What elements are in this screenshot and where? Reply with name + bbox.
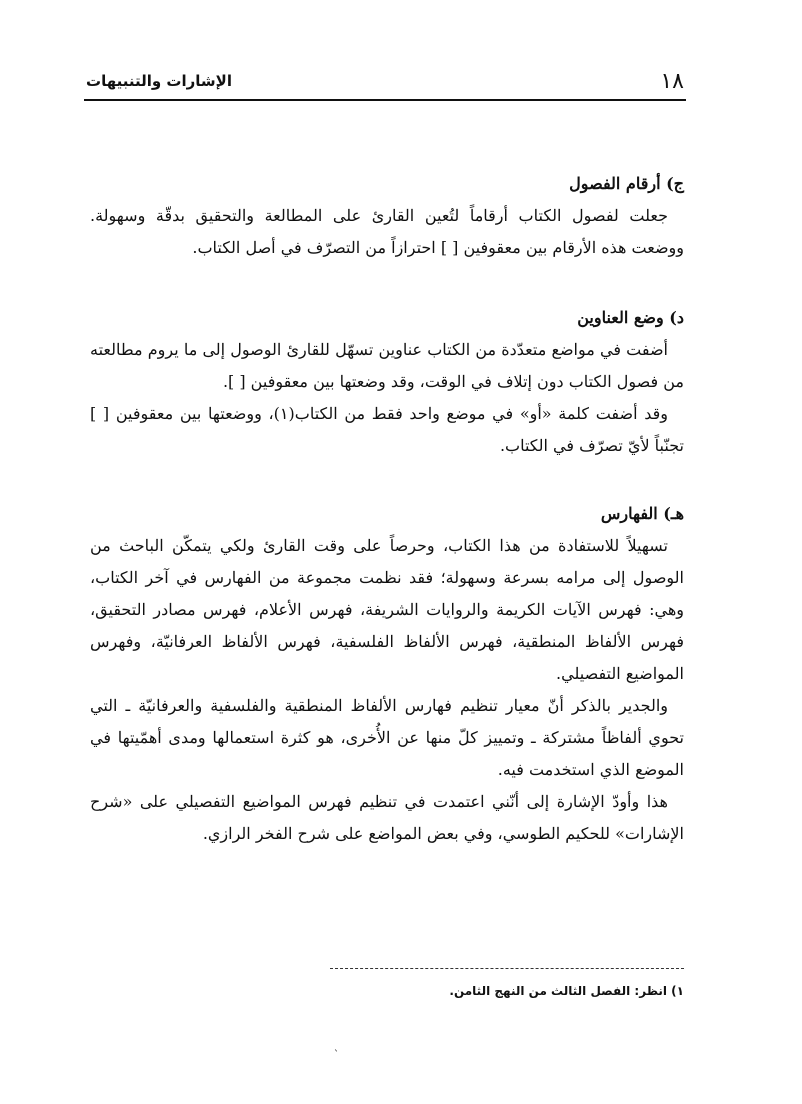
paragraph: والجدير بالذكر أنّ معيار تنظيم فهارس الألفاظ المنطقية والفلسفية والعرفانيّة ـ التي تحوي ألفاظاً مشتركة ـ وتمييز كلّ منها عن الأُخرى، هو كثرة استعمالها ومدى أهمّيتها في الموضع الذي استخدمت فيه. [90, 696, 684, 779]
section-title-chapter-numbers: ج) أرقام الفصول [569, 174, 684, 193]
footnote-separator [330, 968, 684, 969]
paragraph: تسهيلاً للاستفادة من هذا الكتاب، وحرصاً على وقت القارئ ولكي يتمكّن الباحث من الوصول إلى مرامه بسرعة وسهولة؛ فقد نظمت مجموعة من الفهارس في آخر الكتاب، وهي: فهرس الآيات الكريمة والروايات الشريفة، فهرس الأعلام، فهرس مصادر التحقيق، فهرس الألفاظ المنطقية، فهرس الألفاظ الفلسفية، فهرس الألفاظ العرفانيّة، وفهرس المواضيع التفصيلي. [90, 536, 684, 683]
page-header [86, 66, 684, 96]
paragraph: جعلت لفصول الكتاب أرقاماً لتُعين القارئ على المطالعة والتحقيق بدقّة وسهولة. ووضعت هذه الأرقام بين معقوفين [ ] احترازاً من التصرّف في أصل الكتاب. [90, 206, 684, 257]
paragraph: هذا وأودّ الإشارة إلى أنّني اعتمدت في تنظيم فهرس المواضيع التفصيلي على «شرح الإشارات» للحكيم الطوسي، وفي بعض المواضع على شرح الفخر الرازي. [90, 792, 684, 843]
header-rule [84, 99, 686, 101]
section-title-indexes: هـ) الفهارس [600, 504, 684, 523]
running-title: الإشارات والتنبيهات [86, 72, 232, 90]
stray-mark: ˋ [334, 1050, 339, 1061]
paragraph: أضفت في مواضع متعدّدة من الكتاب عناوين تسهّل للقارئ الوصول إلى ما يروم مطالعته من فصول الكتاب دون إتلاف في الوقت، وقد وضعتها بين معقوفين [ ]. [90, 340, 684, 391]
page-body [90, 168, 684, 850]
section-title-headings: د) وضع العناوين [577, 308, 684, 327]
paragraph: وقد أضفت كلمة «أو» في موضع واحد فقط من الكتاب(١)، ووضعتها بين معقوفين [ ] تجنّباً لأيّ تصرّف في الكتاب. [90, 404, 684, 455]
footnote: ١) انظر: الفصل الثالث من النهج الثامن. [449, 984, 684, 998]
page-number: ١٨ [660, 68, 684, 94]
